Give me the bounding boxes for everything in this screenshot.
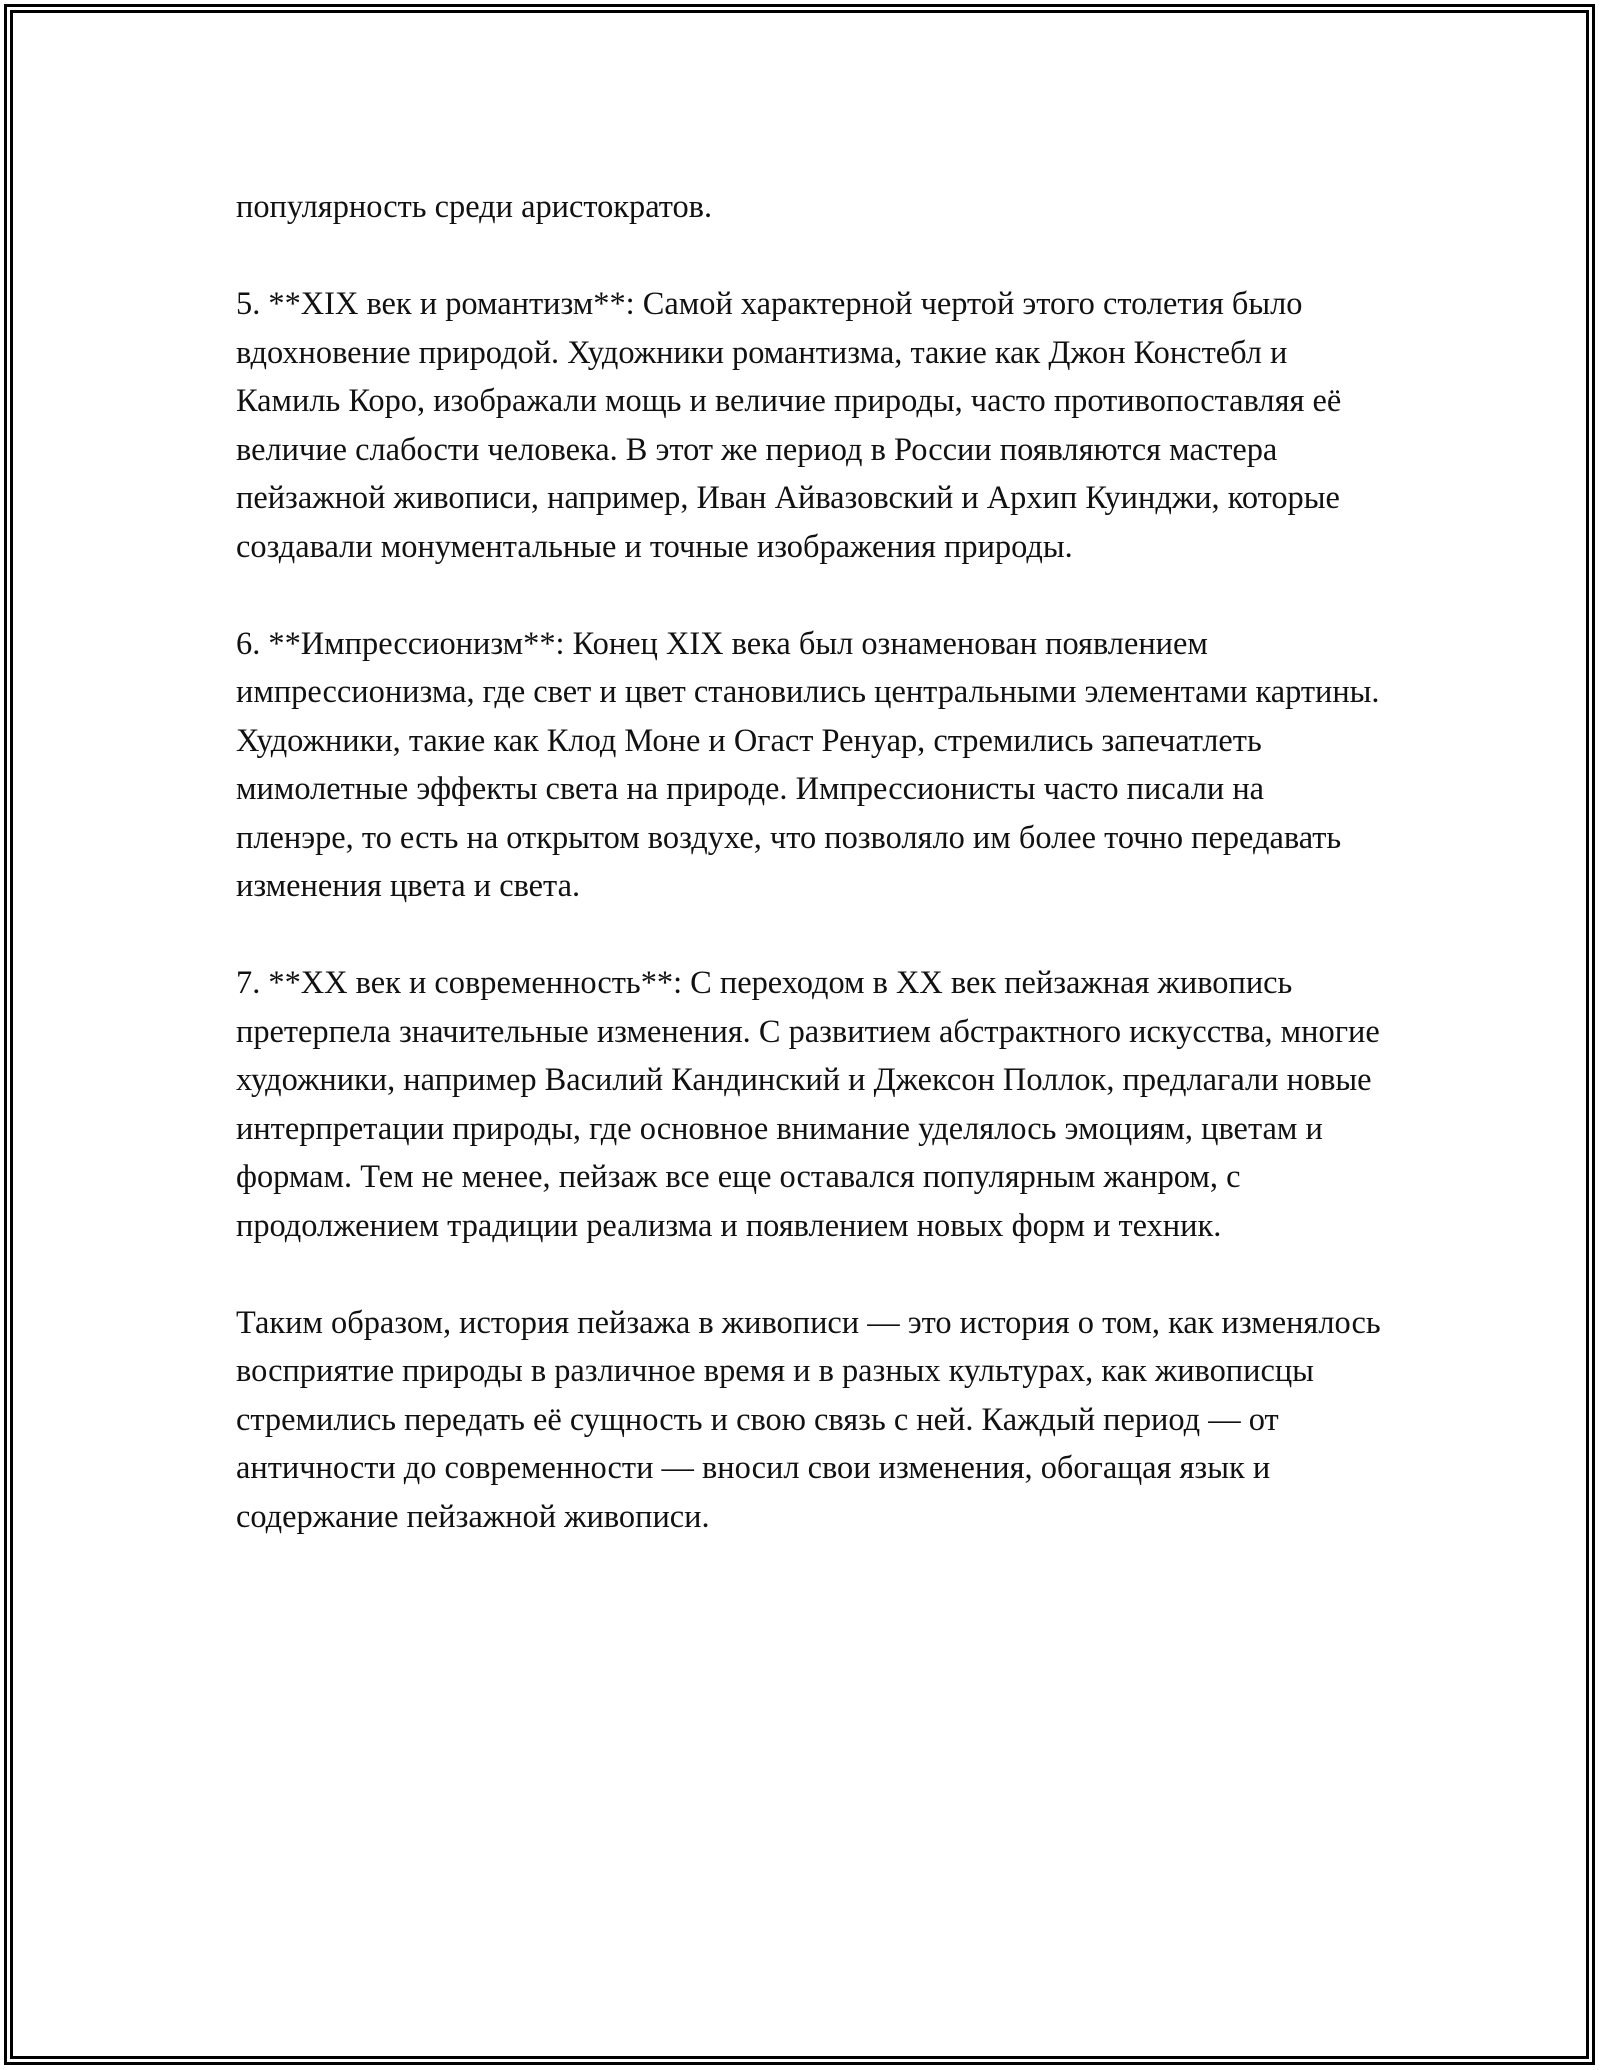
paragraph-continuation: популярность среди аристократов. bbox=[236, 189, 713, 225]
paragraph-item-7: 7. **XX век и современность**: С переходом в XX век пейзажная живопись претерпела значительные изменения. С развитием абстрактного искусства, многие художники, например Василий Кандинский и Джексон Поллок, предлагали новые интерпретации природы, где основное внимание уделялось эмоциям, цветам и формам. Тем не менее, пейзаж все еще оставался популярным жанром, с продолжением традиции реализма и появлением новых форм и техник. bbox=[236, 965, 1380, 1244]
paragraph-item-5: 5. **XIX век и романтизм**: Самой характерной чертой этого столетия было вдохновение природой. Художники романтизма, такие как Джон Констебл и Камиль Коро, изображали мощь и величие природы, часто противопоставляя её величие слабости человека. В этот же период в России появляются мастера пейзажной живописи, например, Иван Айвазовский и Архип Куинджи, которые создавали монументальные и точные изображения природы. bbox=[236, 286, 1342, 565]
paragraph-conclusion: Таким образом, история пейзажа в живописи — это история о том, как изменялось восприятие природы в различное время и в разных культурах, как живописцы стремились передать её сущность и свою связь с ней. Каждый период — от античности до современности — вносил свои изменения, обогащая язык и содержание пейзажной живописи. bbox=[236, 1304, 1381, 1535]
paragraph-item-6: 6. **Импрессионизм**: Конец XIX века был ознаменован появлением импрессионизма, где свет и цвет становились центральными элементами картины. Художники, такие как Клод Моне и Огаст Ренуар, стремились запечатлеть мимолетные эффекты света на природе. Импрессионисты часто писали на пленэре, то есть на открытом воздухе, что позволяло им более точно передавать изменения цвета и света. bbox=[236, 625, 1380, 904]
document-body bbox=[236, 183, 1386, 1541]
